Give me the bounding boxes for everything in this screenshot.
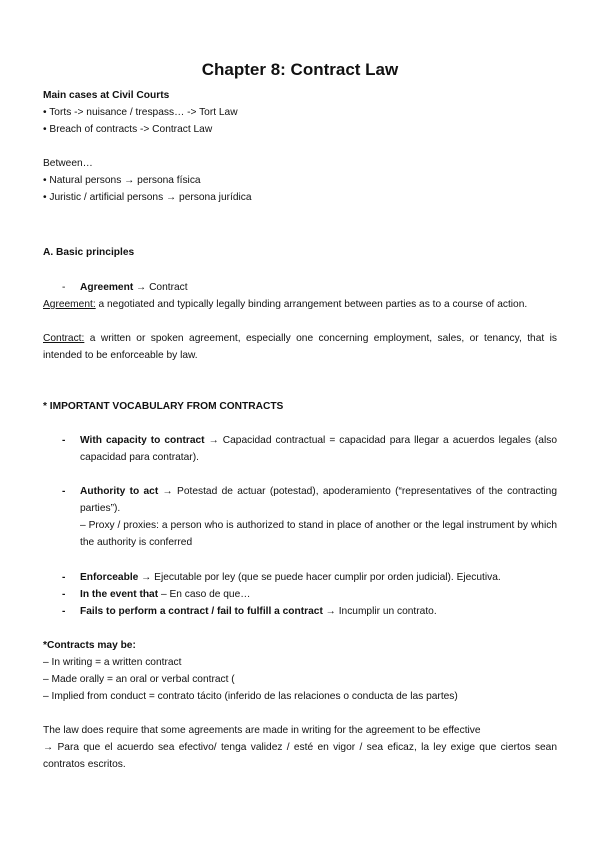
vocab-item xyxy=(80,569,557,586)
list-dash: - xyxy=(62,606,66,617)
agreement-term: Agreement xyxy=(80,282,134,293)
vocab-text: → Ejecutable por ley (que se puede hacer cumplir por orden judicial). Ejecutiva. xyxy=(138,572,501,583)
vocab-text: – En caso de que… xyxy=(158,589,251,600)
agreement-rest: → Contract xyxy=(133,282,188,293)
agreement-definition xyxy=(43,296,557,313)
vocab-text: → Potestad de actuar (potestad), apoderamiento (“representatives of the contracting parties”). xyxy=(80,486,557,514)
vocab-heading: * IMPORTANT VOCABULARY FROM CONTRACTS xyxy=(43,401,284,412)
vocab-text: → Capacidad contractual = capacidad para llegar a acuerdos legales (also capacidad para contratar). xyxy=(80,435,557,463)
contracts-item: – In writing = a written contract xyxy=(43,657,182,668)
contracts-heading: *Contracts may be: xyxy=(43,640,136,651)
definition-term: Contract: xyxy=(43,333,85,344)
vocab-item xyxy=(80,586,557,603)
list-dash: - xyxy=(62,486,66,497)
main-cases-item: • Breach of contracts -> Contract Law xyxy=(43,124,213,135)
between-item: • Juristic / artificial persons → persona jurídica xyxy=(43,192,252,203)
vocab-term: In the event that xyxy=(80,589,159,600)
main-cases-item: • Torts -> nuisance / trespass… -> Tort Law xyxy=(43,107,238,118)
vocab-term: With capacity to contract xyxy=(80,435,205,446)
vocab-item xyxy=(80,432,557,466)
agreement-line xyxy=(80,279,557,296)
definition-text: a written or spoken agreement, especially one concerning employment, sales, or tenancy, that is intended to be enforceable by law. xyxy=(43,333,557,361)
closing-line: The law does require that some agreements are made in writing for the agreement to be effective xyxy=(43,725,481,736)
page-title: Chapter 8: Contract Law xyxy=(201,60,399,79)
list-dash: - xyxy=(62,282,66,293)
between-item: • Natural persons → persona física xyxy=(43,175,201,186)
definition-text: a negotiated and typically legally binding arrangement between parties as to a course of action. xyxy=(95,299,528,310)
closing-translation: → Para que el acuerdo sea efectivo/ tenga validez / esté en vigor / sea eficaz, la ley exige que ciertos sean contratos escritos. xyxy=(43,742,557,770)
vocab-item xyxy=(80,603,557,620)
vocab-term: Enforceable xyxy=(80,572,139,583)
vocab-term: Fails to perform a contract / fail to fulfill a contract xyxy=(80,606,323,617)
vocab-text: → Incumplir un contrato. xyxy=(322,606,437,617)
vocab-item xyxy=(80,483,557,517)
contracts-item: – Implied from conduct = contrato tácito (inferido de las relaciones o conducta de las partes) xyxy=(43,691,458,702)
list-dash: - xyxy=(62,572,66,583)
main-cases-heading: Main cases at Civil Courts xyxy=(43,90,170,101)
definition-term: Agreement: xyxy=(43,299,96,310)
contracts-item: – Made orally = an oral or verbal contract ( xyxy=(43,674,235,685)
list-dash: - xyxy=(62,435,66,446)
contract-definition xyxy=(43,330,557,364)
vocab-term: Authority to act xyxy=(80,486,159,497)
section-a-heading: A. Basic principles xyxy=(43,247,135,258)
vocab-extra: – Proxy / proxies: a person who is authorized to stand in place of another or the legal instrument by which the authority is conferred xyxy=(80,520,557,548)
list-dash: - xyxy=(62,589,66,600)
between-heading: Between… xyxy=(43,158,93,169)
